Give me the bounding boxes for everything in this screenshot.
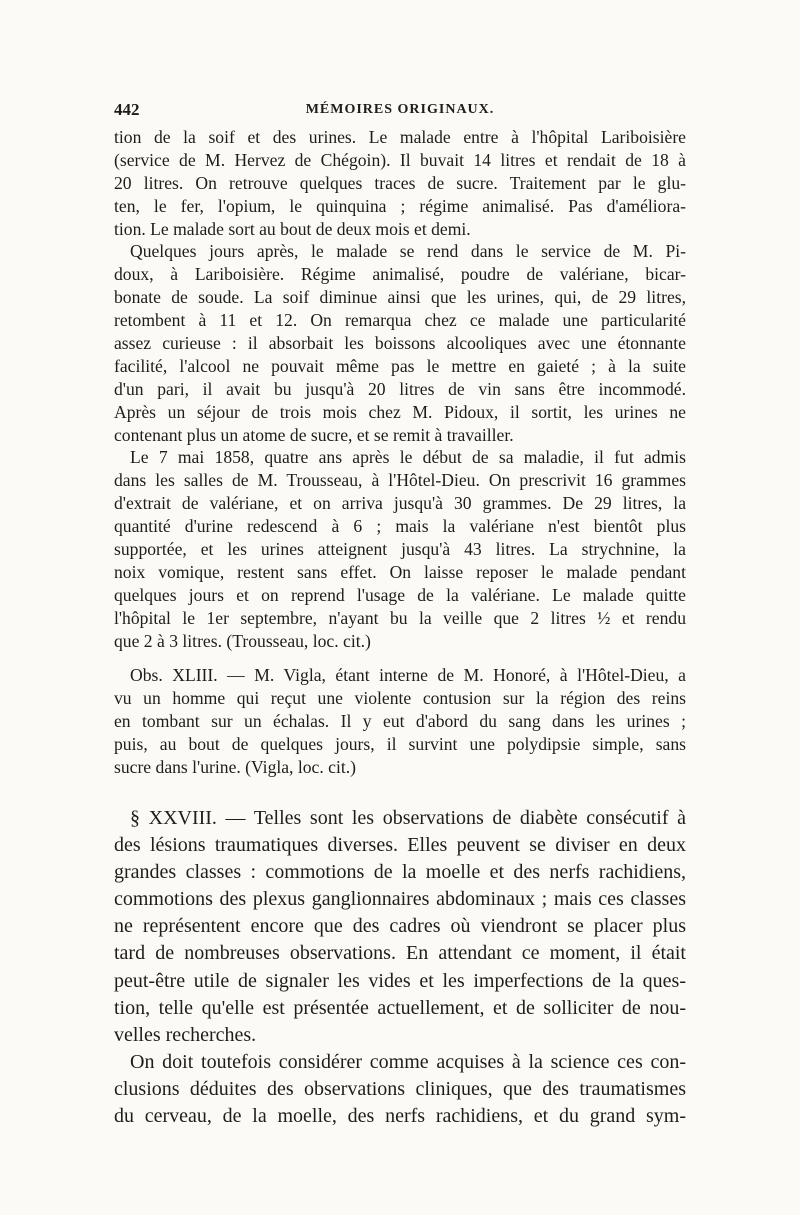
observation-xliii (114, 664, 686, 778)
text-line: tion de la soif et des urines. Le malade entre à l'hôpital Lariboisière (114, 127, 686, 147)
text-line: que 2 à 3 litres. (Trousseau, loc. cit.) (114, 630, 371, 651)
text-line: Après un séjour de trois mois chez M. Pidoux, il sortit, les urines ne (114, 401, 686, 422)
text-line: noix vomique, restent sans effet. On laisse reposer le malade pendant (114, 561, 686, 582)
text-line: du cerveau, de la moelle, des nerfs rachidiens, et du grand sym- (114, 1104, 686, 1127)
text-line: (service de M. Hervez de Chégoin). Il buvait 14 litres et rendait de 18 à (114, 149, 686, 170)
text-line: l'hôpital le 1er septembre, n'ayant bu la veille que 2 litres ½ et rendu (114, 607, 686, 628)
text-line: vu un homme qui reçut une violente contusion sur la région des reins (114, 688, 686, 709)
page-header (114, 100, 686, 124)
text-line: Le 7 mai 1858, quatre ans après le début de sa maladie, il fut admis (130, 447, 686, 468)
text-line: § XXVIII. — Telles sont les observations de diabète consécutif à (130, 806, 686, 829)
text-line: retombent à 11 et 12. On remarqua chez ce malade une particularité (114, 310, 686, 331)
text-line: tion, telle qu'elle est présentée actuellement, et de solliciter de nou- (114, 996, 686, 1019)
text-line: 20 litres. On retrouve quelques traces de sucre. Traitement par le glu- (114, 172, 686, 193)
text-line: tion. Le malade sort au bout de deux mois et demi. (114, 218, 471, 239)
observation-continuation (114, 126, 686, 652)
text-line: dans les salles de M. Trousseau, à l'Hôtel-Dieu. On prescrivit 16 grammes (114, 470, 686, 491)
text-line: en tombant sur un échalas. Il y eut d'abord du sang dans les urines ; (114, 711, 686, 732)
text-line: puis, au bout de quelques jours, il survint une polydipsie simple, sans (114, 734, 686, 755)
text-line: velles recherches. (114, 1023, 257, 1046)
text-line: supportée, et les urines atteignent jusqu'à 43 litres. La strychnine, la (114, 539, 686, 560)
text-line: commotions des plexus ganglionnaires abdominaux ; mais ces classes (114, 888, 686, 911)
text-line: quantité d'urine redescend à 6 ; mais la valériane n'est bientôt plus (114, 516, 686, 537)
text-line: d'un pari, il avait bu jusqu'à 20 litres de vin sans être incommodé. (114, 378, 686, 399)
text-line: quelques jours et on reprend l'usage de la valériane. Le malade quitte (114, 584, 686, 605)
text-line: tard de nombreuses observations. En attendant ce moment, il était (114, 942, 686, 965)
text-line: Obs. XLIII. — M. Vigla, étant interne de M. Honoré, à l'Hôtel-Dieu, a (130, 665, 686, 686)
text-line: d'extrait de valériane, et on arriva jusqu'à 30 grammes. De 29 litres, la (114, 493, 686, 514)
section-xxviii (114, 805, 686, 1130)
text-line: ten, le fer, l'opium, le quinquina ; régime animalisé. Pas d'améliora- (114, 195, 686, 216)
text-line: contenant plus un atome de sucre, et se remit à travailler. (114, 424, 514, 445)
text-line: facilité, l'alcool ne pouvait même pas le mettre en gaieté ; à la suite (114, 355, 686, 376)
body-text (114, 126, 686, 1130)
text-line: ne représentent encore que des cadres où viendront se placer plus (114, 915, 686, 938)
text-line: grandes classes : commotions de la moelle et des nerfs rachidiens, (114, 861, 686, 884)
text-line: Quelques jours après, le malade se rend dans le service de M. Pi- (130, 241, 686, 262)
text-line: clusions déduites des observations cliniques, que des traumatismes (114, 1077, 686, 1100)
page-number: 442 (114, 100, 140, 119)
running-title: MÉMOIRES ORIGINAUX. (305, 102, 495, 117)
text-line: bonate de soude. La soif diminue ainsi que les urines, qui, de 29 litres, (114, 287, 686, 308)
text-line: sucre dans l'urine. (Vigla, loc. cit.) (114, 757, 356, 778)
text-line: des lésions traumatiques diverses. Elles peuvent se diviser en deux (114, 834, 686, 857)
text-line: On doit toutefois considérer comme acquises à la science ces con- (130, 1050, 686, 1073)
text-line: doux, à Lariboisière. Régime animalisé, poudre de valériane, bicar- (114, 264, 686, 285)
text-line: assez curieuse : il absorbait les boissons alcooliques avec une étonnante (114, 333, 686, 354)
text-line: peut-être utile de signaler les vides et les imperfections de la ques- (114, 969, 686, 992)
